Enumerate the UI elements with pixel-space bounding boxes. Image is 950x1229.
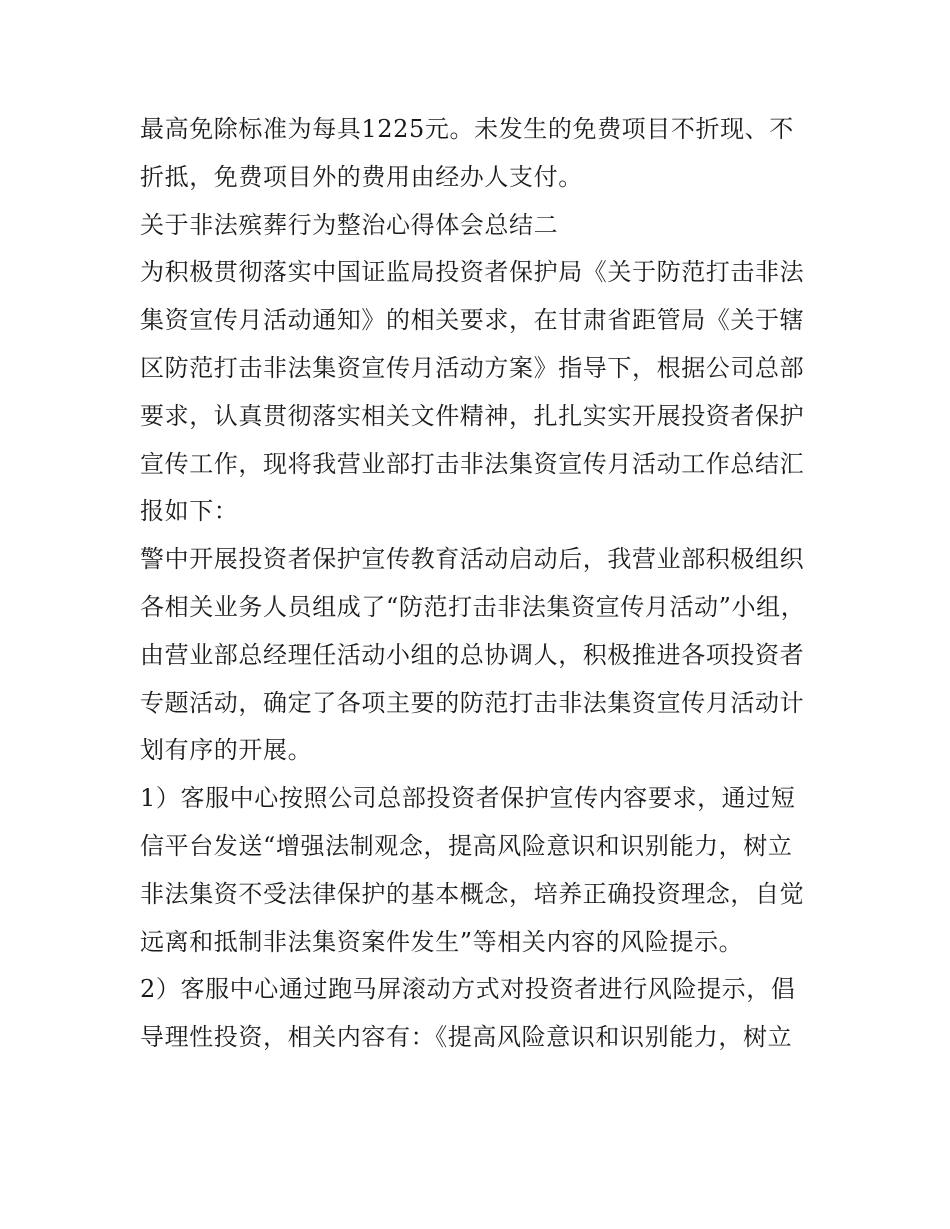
text-line: 专题活动，确定了各项主要的防范打击非法集资宣传月活动计 [140, 688, 805, 717]
text-line: 区防范打击非法集资宣传月活动方案》指导下，根据公司总部 [140, 353, 805, 382]
text-line: 划有序的开展。 [140, 736, 313, 765]
text-line: 导理性投资，相关内容有：《提高风险意识和识别能力，树立 [140, 1023, 793, 1052]
text-line: 最高免除标准为每具1225元。未发生的免费项目不折现、不 [140, 115, 794, 143]
section-heading: 关于非法殡葬行为整治心得体会总结二 [140, 210, 559, 239]
text-line: 1）客服中心按照公司总部投资者保护宣传内容要求，通过短 [140, 784, 796, 813]
text-line: 为积极贯彻落实中国证监局投资者保护局《关于防范打击非法 [140, 258, 805, 287]
text-line: 警中开展投资者保护宣传教育活动启动后，我营业部积极组织 [140, 545, 805, 574]
document-body [140, 106, 820, 1062]
text-line: 宣传工作，现将我营业部打击非法集资宣传月活动工作总结汇 [140, 449, 805, 478]
text-line: 要求，认真贯彻落实相关文件精神，扎扎实实开展投资者保护 [140, 401, 805, 430]
text-line: 由营业部总经理任活动小组的总协调人，积极推进各项投资者 [140, 640, 805, 669]
text-line: 远离和抵制非法集资案件发生”等相关内容的风险提示。 [140, 927, 744, 956]
text-line: 集资宣传月活动通知》的相关要求，在甘肃省距管局《关于辖 [140, 306, 805, 335]
text-line: 报如下： [140, 497, 239, 526]
text-line: 各相关业务人员组成了“防范打击非法集资宣传月活动”小组， [140, 592, 806, 621]
text-line: 折抵，免费项目外的费用由经办人支付。 [140, 162, 583, 191]
text-line: 2）客服中心通过跑马屏滚动方式对投资者进行风险提示，倡 [140, 975, 796, 1004]
text-line: 信平台发送“增强法制观念，提高风险意识和识别能力，树立 [140, 831, 793, 860]
text-line: 非法集资不受法律保护的基本概念，培养正确投资理念，自觉 [140, 879, 805, 908]
